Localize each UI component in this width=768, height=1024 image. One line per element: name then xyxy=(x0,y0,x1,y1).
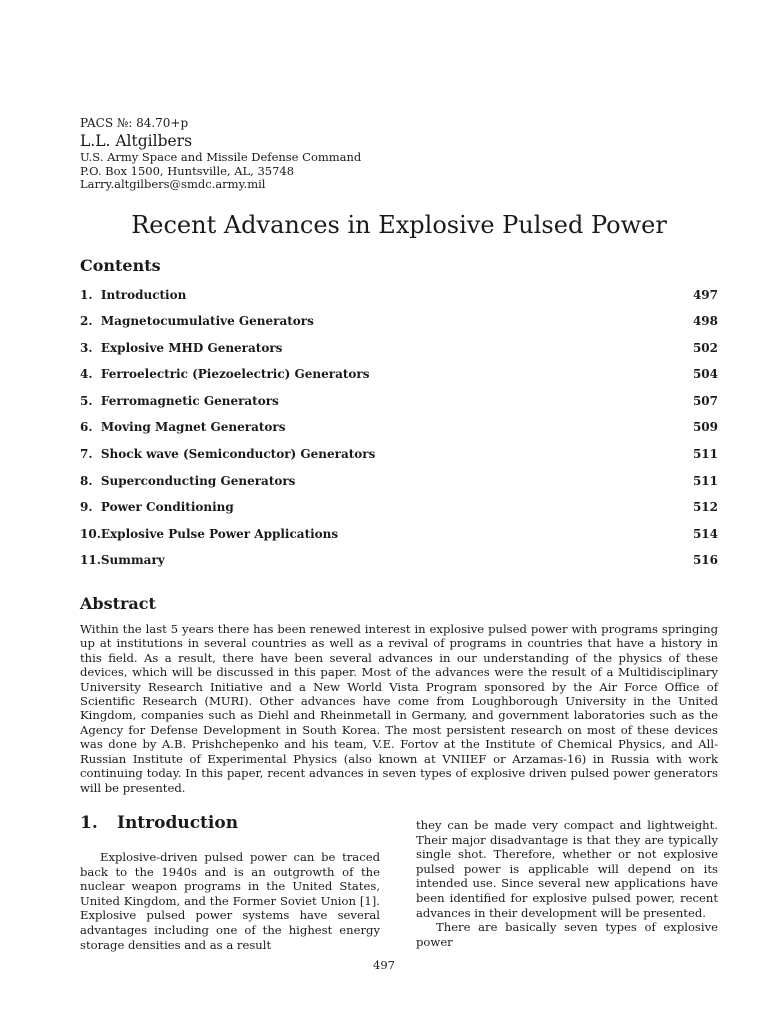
paper-title: Recent Advances in Explosive Pulsed Power xyxy=(131,210,667,239)
toc-entry-label: 1. Introduction xyxy=(80,287,187,302)
toc-entry xyxy=(80,335,718,362)
toc-entry-page: 514 xyxy=(692,526,718,541)
left-column xyxy=(80,812,380,952)
affiliation-line: U.S. Army Space and Missile Defense Command xyxy=(80,150,362,164)
page-body xyxy=(80,116,718,795)
toc-entry xyxy=(80,521,718,548)
toc-entry-page: 512 xyxy=(692,500,718,515)
abstract-heading: Abstract xyxy=(80,594,156,614)
introduction-paragraph: Explosive-driven pulsed power can be traced back to the 1940s and is an outgrowth of the nuclear weapon programs in the United States, United Kingdom, and the Former Soviet Union [1]. Explosive pulsed power systems have several advantages including one of the highest energy storage densities and as a result xyxy=(80,850,380,952)
table-of-contents xyxy=(80,282,718,575)
toc-entry-page: 516 xyxy=(692,553,718,568)
toc-entry xyxy=(80,308,718,335)
affiliation-line: P.O. Box 1500, Huntsville, AL, 35748 xyxy=(80,163,295,178)
toc-entry-label: 7. Shock wave (Semiconductor) Generators xyxy=(80,447,376,462)
toc-entry-page: 511 xyxy=(692,447,718,462)
toc-entry-page: 497 xyxy=(692,287,718,302)
toc-entry-label: 6. Moving Magnet Generators xyxy=(80,420,286,435)
toc-entry-label: 4. Ferroelectric (Piezoelectric) Generators xyxy=(80,367,370,382)
toc-entry-page: 511 xyxy=(692,473,718,488)
toc-entry xyxy=(80,361,718,388)
toc-entry xyxy=(80,468,718,495)
section-title: Introduction xyxy=(117,813,239,833)
two-column-body xyxy=(80,812,718,952)
toc-entry-page: 509 xyxy=(692,420,718,435)
introduction-heading xyxy=(80,812,380,834)
toc-entry-label: 5. Ferromagnetic Generators xyxy=(80,393,279,408)
toc-entry-label: 9. Power Conditioning xyxy=(80,500,234,515)
toc-entry xyxy=(80,441,718,468)
toc-entry-page: 507 xyxy=(692,393,718,408)
toc-entry xyxy=(80,547,718,574)
contents-heading: Contents xyxy=(80,255,161,275)
toc-entry xyxy=(80,414,718,441)
introduction-paragraph-next: There are basically seven types of explosive power xyxy=(416,920,718,949)
author-email: Larry.altgilbers@smdc.army.mil xyxy=(80,177,266,191)
toc-entry-page: 498 xyxy=(692,314,718,329)
toc-entry-label: 3. Explosive MHD Generators xyxy=(80,340,283,355)
page-number: 497 xyxy=(373,958,395,972)
toc-entry-label: 10.Explosive Pulse Power Applications xyxy=(80,526,339,541)
right-column xyxy=(416,818,718,952)
toc-entry-label: 2. Magnetocumulative Generators xyxy=(80,314,314,329)
toc-entry-label: 8. Superconducting Generators xyxy=(80,473,296,488)
pacs-code: PACS №: 84.70+p xyxy=(80,116,189,130)
toc-entry-label: 11.Summary xyxy=(80,553,165,568)
toc-entry xyxy=(80,282,718,309)
author-name: L.L. Altgilbers xyxy=(80,132,193,150)
toc-entry xyxy=(80,494,718,521)
abstract-text: Within the last 5 years there has been renewed interest in explosive pulsed power with programs springing up at institutions in several countries as well as a revival of programs in countries that have a history in this field. As a result, there have been several advances in our understanding of the physics of these devices, which will be discussed in this paper. Most of the advances were the result of a Multidisciplinary University Research Initiative and a New World Vista Program sponsored by the Air Force Office of Scientific Research (MURI). Other advances have come from Loughborough University in the United Kingdom, companies such as Diehl and Rheinmetall in Germany, and government laboratories such as the Agency for Defense Development in South Korea. The most persistent research on most of these devices was done by A.B. Prishchepenko and his team, V.E. Fortov at the Institute of Chemical Physics, and All-Russian Institute of Experimental Physics (also known at VNIIEF or Arzamas-16) in Russia with work continuing today. In this paper, recent advances in seven types of explosive driven pulsed power generators will be presented. xyxy=(80,622,718,795)
toc-entry xyxy=(80,388,718,415)
introduction-paragraph-continued: they can be made very compact and lightweight. Their major disadvantage is that they are typically single shot. Therefore, whether or not explosive pulsed power is applicable will depend on its intended use. Since several new applications have been identified for explosive pulsed power, recent advances in their development will be presented. xyxy=(416,818,718,920)
toc-entry-page: 502 xyxy=(692,340,718,355)
toc-entry-page: 504 xyxy=(692,367,718,382)
section-number: 1. xyxy=(80,813,98,833)
